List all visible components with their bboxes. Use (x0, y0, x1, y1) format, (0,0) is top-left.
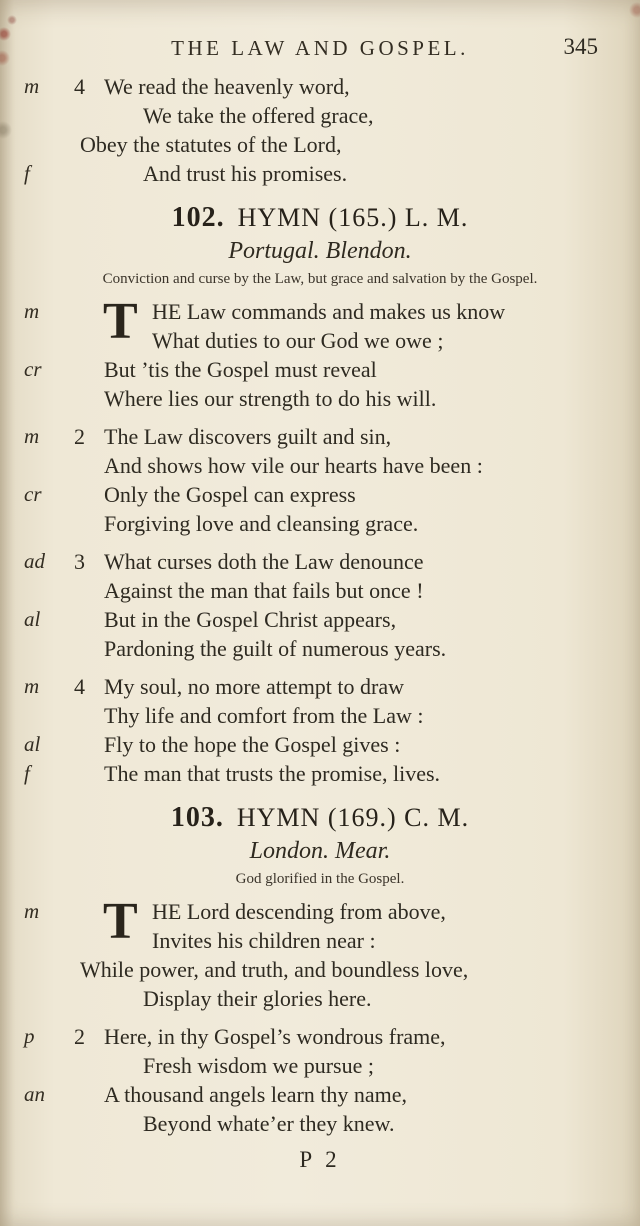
tune-names: Portugal. Blendon. (228, 238, 412, 264)
expression-mark: m (24, 424, 40, 448)
verse-stanza (0, 1022, 640, 1138)
line-text: Where lies our strength to do his will. (104, 386, 437, 411)
printer-signature: P 2 (299, 1147, 341, 1172)
line-text: HE Lord descending from above, (152, 899, 446, 924)
line-text: Obey the statutes of the Lord, (80, 132, 342, 157)
verse-stanza (0, 422, 640, 538)
verse-line (0, 701, 640, 730)
line-text: HE Law commands and makes us know (152, 299, 506, 324)
line-text: But ’tis the Gospel must reveal (104, 357, 377, 382)
expression-mark: an (24, 1082, 45, 1106)
verse-line (0, 297, 640, 326)
expression-mark: cr (24, 357, 42, 381)
verse-line (0, 1022, 640, 1051)
line-text: We read the heavenly word, (104, 74, 350, 99)
verse-number: 2 (74, 1024, 85, 1049)
verse-stanza (0, 547, 640, 663)
line-text: Here, in thy Gospel’s wondrous frame, (104, 1024, 446, 1049)
verse-line (0, 130, 640, 159)
verse-number: 4 (74, 74, 85, 99)
verse-line (0, 509, 640, 538)
expression-mark: f (24, 761, 30, 785)
expression-mark: m (24, 674, 40, 698)
line-text: The Law discovers guilt and sin, (104, 424, 392, 449)
verse-line (0, 926, 640, 955)
verse-line (0, 1080, 640, 1109)
verse-line (0, 547, 640, 576)
verse-line (0, 576, 640, 605)
verse-line (0, 422, 640, 451)
verse-line (0, 897, 640, 926)
verse-stanza (0, 893, 640, 1013)
verse-line (0, 72, 640, 101)
line-text: Only the Gospel can express (104, 482, 356, 507)
expression-mark: m (24, 899, 40, 923)
verse-line (0, 955, 640, 984)
verse-stanza (0, 672, 640, 788)
expression-mark: al (24, 732, 41, 756)
line-text: Thy life and comfort from the Law : (104, 703, 424, 728)
verse-stanza (0, 72, 640, 188)
dropcap-letter: T (103, 893, 138, 950)
hymn-heading (0, 202, 640, 234)
verse-line (0, 605, 640, 634)
line-text: And trust his promises. (143, 161, 348, 186)
expression-mark: m (24, 74, 40, 98)
expression-mark: al (24, 607, 41, 631)
hymn-number: 102. (171, 202, 225, 233)
verse-number: 4 (74, 674, 85, 699)
verse-line (0, 634, 640, 663)
line-text: Pardoning the guilt of numerous years. (104, 636, 447, 661)
expression-mark: p (24, 1024, 35, 1048)
verse-line (0, 1051, 640, 1080)
hymn-title: HYMN (169.) C. M. (236, 803, 470, 832)
page-header (0, 34, 640, 72)
hymn-number: 103. (170, 802, 224, 833)
line-text: We take the offered grace, (143, 103, 374, 128)
page-number: 345 (563, 34, 598, 59)
line-text: What duties to our God we owe ; (152, 328, 444, 353)
verse-line (0, 730, 640, 759)
expression-mark: m (24, 299, 40, 323)
verse-line (0, 480, 640, 509)
dropcap-letter: T (103, 293, 138, 350)
line-text: Fly to the hope the Gospel gives : (104, 732, 401, 757)
line-text: While power, and truth, and boundless love, (80, 957, 469, 982)
expression-mark: ad (24, 549, 45, 573)
verse-number: 2 (74, 424, 85, 449)
verse-line (0, 984, 640, 1013)
expression-mark: f (24, 161, 30, 185)
hymn-epigraph: Conviction and curse by the Law, but grace and salvation by the Gospel. (102, 271, 538, 287)
expression-mark: cr (24, 482, 42, 506)
line-text: But in the Gospel Christ appears, (104, 607, 397, 632)
tune-names: London. Mear. (249, 838, 391, 864)
line-text: What curses doth the Law denounce (104, 549, 424, 574)
verse-line (0, 101, 640, 130)
verse-line (0, 355, 640, 384)
line-text: Forgiving love and cleansing grace. (104, 511, 419, 536)
line-text: Display their glories here. (143, 986, 372, 1011)
page-body (0, 72, 640, 1138)
hymn-epigraph: God glorified in the Gospel. (235, 871, 405, 887)
verse-line (0, 759, 640, 788)
line-text: Beyond whate’er they knew. (143, 1111, 395, 1136)
hymn-title: HYMN (165.) L. M. (237, 203, 469, 232)
line-text: A thousand angels learn thy name, (104, 1082, 408, 1107)
line-text: The man that trusts the promise, lives. (104, 761, 441, 786)
verse-line (0, 451, 640, 480)
verse-line (0, 384, 640, 413)
verse-stanza (0, 293, 640, 413)
verse-line (0, 672, 640, 701)
line-text: Fresh wisdom we pursue ; (143, 1053, 374, 1078)
verse-line (0, 159, 640, 188)
verse-number: 3 (74, 549, 85, 574)
verse-line (0, 1109, 640, 1138)
running-head-title: THE LAW AND GOSPEL. (171, 36, 469, 60)
line-text: Against the man that fails but once ! (104, 578, 424, 603)
hymn-heading (0, 802, 640, 834)
line-text: My soul, no more attempt to draw (104, 674, 405, 699)
line-text: And shows how vile our hearts have been : (104, 453, 483, 478)
line-text: Invites his children near : (152, 928, 376, 953)
verse-line (0, 326, 640, 355)
